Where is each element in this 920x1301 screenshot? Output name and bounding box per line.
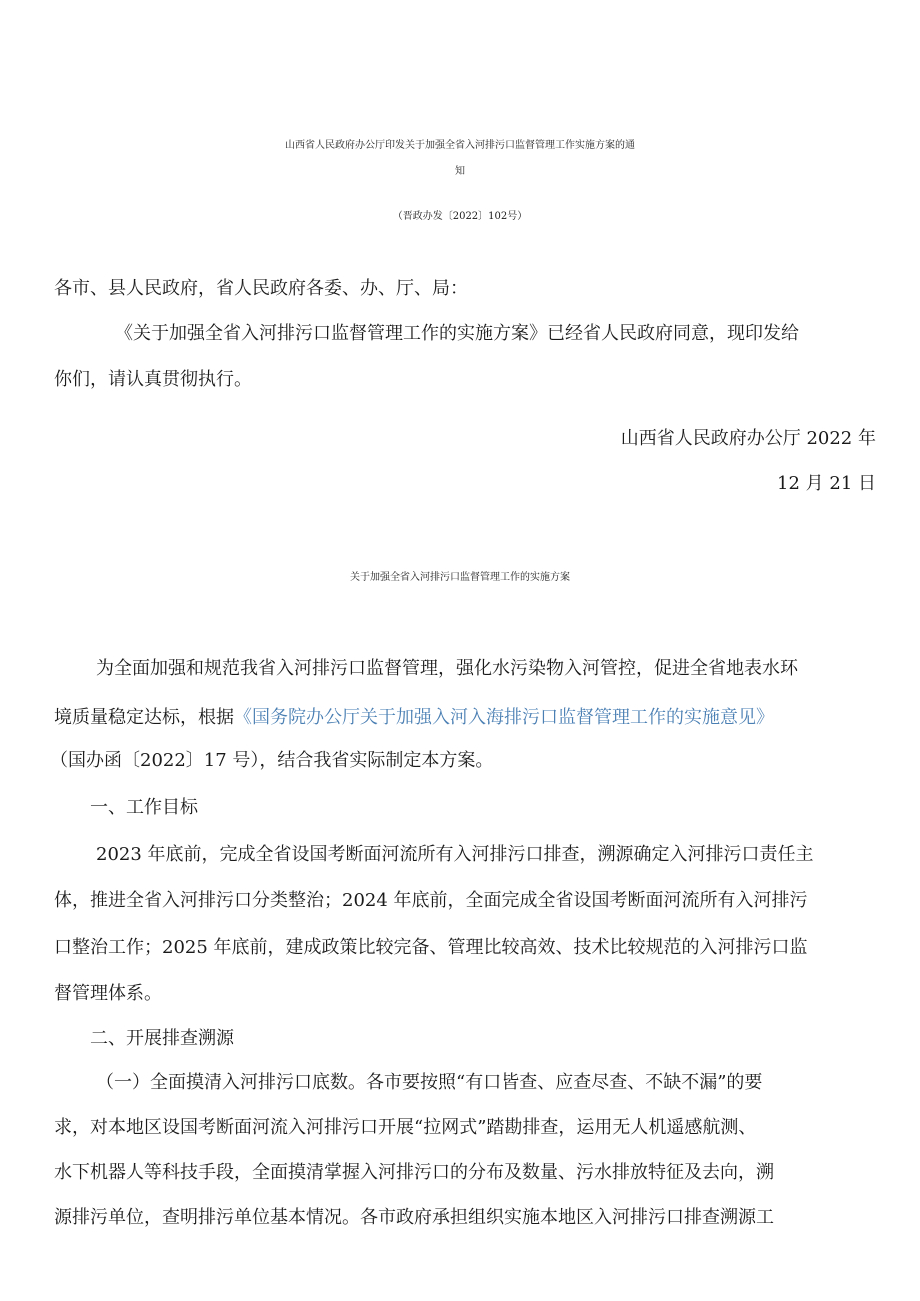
p1-line3: （国办函〔2022〕17 号），结合我省实际制定本方案。 xyxy=(50,750,494,771)
section-heading-1: 一、工作目标 xyxy=(90,797,198,818)
salutation: 各市、县人民政府，省人民政府各委、办、厅、局： xyxy=(54,278,468,299)
p2-line4: 督管理体系。 xyxy=(54,983,162,1004)
plan-title: 关于加强全省入河排污口监督管理工作的实施方案 xyxy=(350,572,570,583)
p2-line1: 2023 年底前，完成全省设国考断面河流所有入河排污口排查，溯源确定入河排污口责任主 xyxy=(96,844,814,865)
p3-line3: 水下机器人等科技手段，全面摸清掌握入河排污口的分布及数量、污水排放特征及去向，溯 xyxy=(54,1162,774,1183)
section-heading-2: 二、开展排查溯源 xyxy=(90,1028,234,1049)
p3-line4: 源排污单位，查明排污单位基本情况。各市政府承担组织实施本地区入河排污口排查溯源工 xyxy=(54,1207,774,1228)
document-number: （晋政办发〔2022〕102号） xyxy=(392,211,528,222)
signature-date: 12 月 21 日 xyxy=(777,473,876,494)
p1-line1: 为全面加强和规范我省入河排污口监督管理，强化水污染物入河管控，促进全省地表水环 xyxy=(96,658,798,679)
p3-line1: （一）全面摸清入河排污口底数。各市要按照“有口皆查、应查尽查、不缺不漏”的要 xyxy=(96,1072,763,1093)
signature-org: 山西省人民政府办公厅 2022 年 xyxy=(620,428,876,449)
p1-line2-text: 境质量稳定达标，根据 xyxy=(54,707,234,728)
document-title-line2: 知 xyxy=(455,166,465,177)
p2-line2: 体，推进全省入河排污口分类整治；2024 年底前，全面完成全省设国考断面河流所有入河排污 xyxy=(54,890,808,911)
p2-line3: 口整治工作；2025 年底前，建成政策比较完备、管理比较高效、技术比较规范的入河排污口监 xyxy=(54,937,808,958)
p1-line2 xyxy=(54,706,774,730)
document-title-line1: 山西省人民政府办公厅印发关于加强全省入河排污口监督管理工作实施方案的通 xyxy=(285,140,635,151)
p3-line2: 求，对本地区设国考断面河流入河排污口开展“拉网式”踏勘排查，运用无人机遥感航测、 xyxy=(54,1117,757,1138)
state-council-opinion-link[interactable]: 《国务院办公厅关于加强入河入海排污口监督管理工作的实施意见》 xyxy=(234,707,774,728)
intro-line2: 你们，请认真贯彻执行。 xyxy=(54,369,252,390)
intro-line1: 《关于加强全省入河排污口监督管理工作的实施方案》已经省人民政府同意，现印发给 xyxy=(115,323,799,344)
